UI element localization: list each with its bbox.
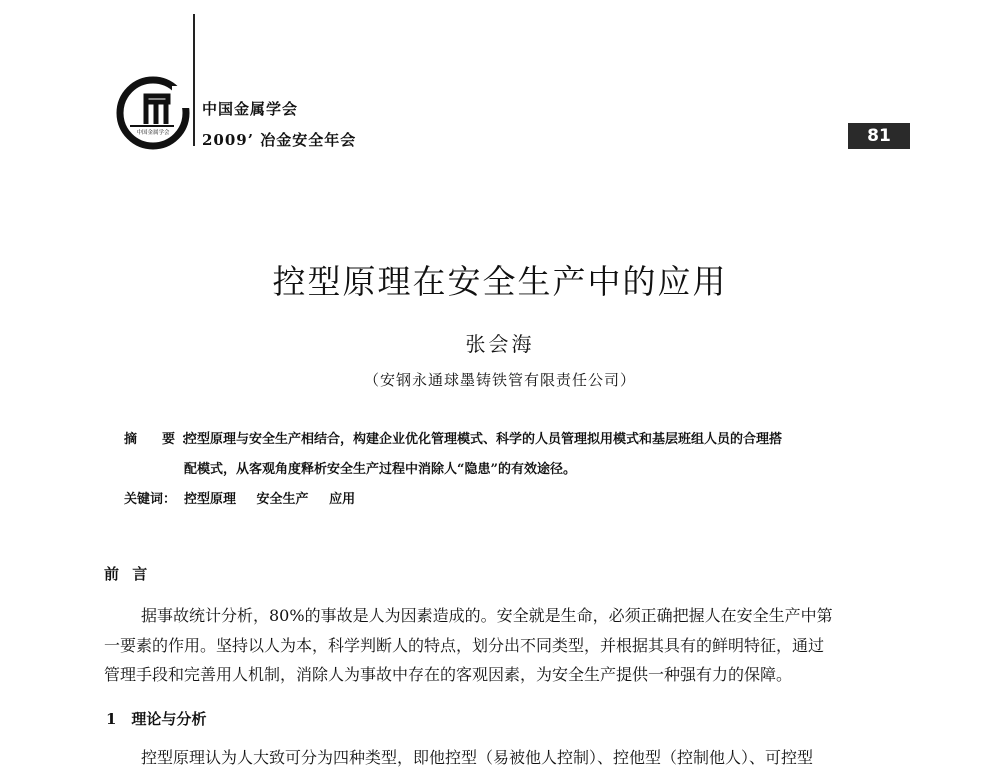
organization-name: 中国金属学会 bbox=[202, 100, 299, 118]
section-heading-introduction: 前 言 bbox=[104, 565, 152, 583]
abstract-text-line: 配模式，从客观角度释析安全生产过程中消除人“隐患”的有效途径。 bbox=[184, 462, 576, 477]
section-heading-1: 1 理论与分析 bbox=[106, 710, 207, 728]
keyword: 控型原理 bbox=[184, 492, 237, 507]
keyword: 应用 bbox=[329, 492, 356, 507]
paper-title: 控型原理在安全生产中的应用 bbox=[272, 262, 728, 301]
paragraph-line: 控型原理认为人大致可分为四种类型，即他控型（易被他人控制）、控他型（控制他人）、可控型 bbox=[141, 748, 814, 767]
keyword: 安全生产 bbox=[256, 492, 309, 507]
affiliation: （安钢永通球墨铸铁管有限责任公司） bbox=[363, 371, 636, 389]
conference-name: 2009’ 冶金安全年会 bbox=[202, 131, 357, 149]
paragraph-line: 据事故统计分析，80%的事故是人为因素造成的。安全就是生命，必须正确把握人在安全生产中第 bbox=[141, 606, 833, 625]
abstract-text-line: 控型原理与安全生产相结合，构建企业优化管理模式、科学的人员管理拟用模式和基层班组人员的合理搭 bbox=[184, 432, 783, 447]
keywords-label: 关键词： bbox=[124, 492, 177, 507]
paragraph-line: 一要素的作用。坚持以人为本，科学判断人的特点，划分出不同类型，并根据其具有的鲜明特征，通过 bbox=[104, 636, 825, 655]
logo-caption: 中国金属学会 bbox=[136, 130, 170, 136]
abstract-label: 摘 要： bbox=[124, 432, 201, 447]
paragraph-line: 管理手段和完善用人机制，消除人为事故中存在的客观因素，为安全生产提供一种强有力的保障。 bbox=[104, 665, 793, 684]
page-number: 81 bbox=[848, 123, 910, 149]
society-logo-icon bbox=[116, 76, 190, 150]
header-divider bbox=[193, 14, 195, 146]
author: 张会海 bbox=[465, 332, 535, 356]
keywords-list bbox=[184, 488, 371, 507]
